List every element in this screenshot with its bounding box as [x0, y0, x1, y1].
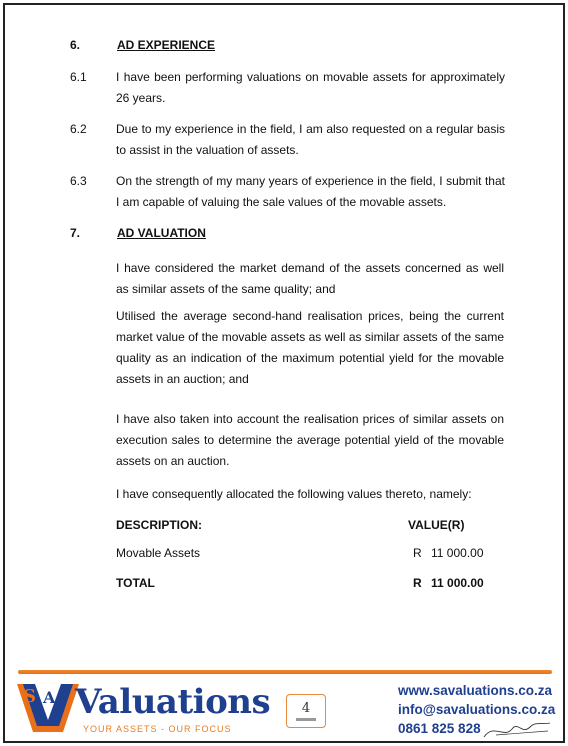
clause-number: 6.3	[70, 174, 87, 188]
section-title: AD VALUATION	[117, 226, 206, 240]
valuation-paragraph: Utilised the average second-hand realisation prices, being the current market value of the movable assets as well as similar assets of the same quality as an indication of the maximum potential yield for the movable assets in an auction; and	[116, 309, 504, 386]
section-title: AD EXPERIENCE	[117, 38, 216, 52]
total-label: TOTAL	[116, 576, 155, 590]
signature	[482, 717, 552, 741]
website-link[interactable]: www.savaluations.co.za	[398, 683, 553, 698]
total-amount: 11 000.00	[431, 576, 484, 590]
table-header	[116, 518, 516, 536]
clause-number: 6.2	[70, 122, 87, 136]
logo-tagline: YOUR ASSETS - OUR FOCUS	[83, 724, 232, 734]
phone-number: 0861 825 828	[398, 721, 481, 736]
clause-6-1	[70, 67, 505, 109]
valuation-paragraph: I have considered the market demand of the assets concerned as well as similar assets of the same quality; and	[116, 261, 504, 296]
table-total-row	[116, 576, 516, 594]
clause-6-3	[70, 171, 505, 213]
valuation-paragraph: I have consequently allocated the following values thereto, namely:	[116, 487, 472, 501]
logo-s-letter: S	[23, 686, 36, 707]
value-header: VALUE(R)	[408, 518, 465, 532]
footer-divider	[18, 670, 552, 674]
row-amount: 11 000.00	[431, 546, 484, 560]
clause-6-2	[70, 119, 505, 161]
clause-text: I have been performing valuations on movable assets for approximately 26 years.	[116, 70, 505, 105]
logo-a-letter: A	[43, 688, 56, 707]
page-number-box	[286, 694, 326, 728]
row-description: Movable Assets	[116, 546, 201, 560]
row-currency: R	[413, 546, 422, 560]
section-number: 7.	[70, 226, 81, 240]
clause-number: 6.1	[70, 70, 87, 84]
email-link[interactable]: info@savaluations.co.za	[398, 702, 556, 717]
clause-text: On the strength of my many years of experience in the field, I submit that I am capable of valuing the sale values of the movable assets.	[116, 174, 505, 209]
table-row	[116, 546, 516, 564]
valuation-paragraph: I have also taken into account the realisation prices of similar assets on execution sales to determine the average potential yield of the movable assets on an auction.	[116, 412, 504, 468]
description-header: DESCRIPTION:	[116, 518, 203, 532]
clause-text: Due to my experience in the field, I am also requested on a regular basis to assist in the valuation of assets.	[116, 122, 505, 157]
total-currency: R	[413, 576, 422, 590]
logo-wordmark: Valuations	[75, 682, 271, 722]
page-number: 4	[301, 701, 311, 716]
company-logo	[13, 680, 271, 738]
page-number-underline	[296, 718, 316, 721]
section-number: 6.	[70, 38, 81, 52]
